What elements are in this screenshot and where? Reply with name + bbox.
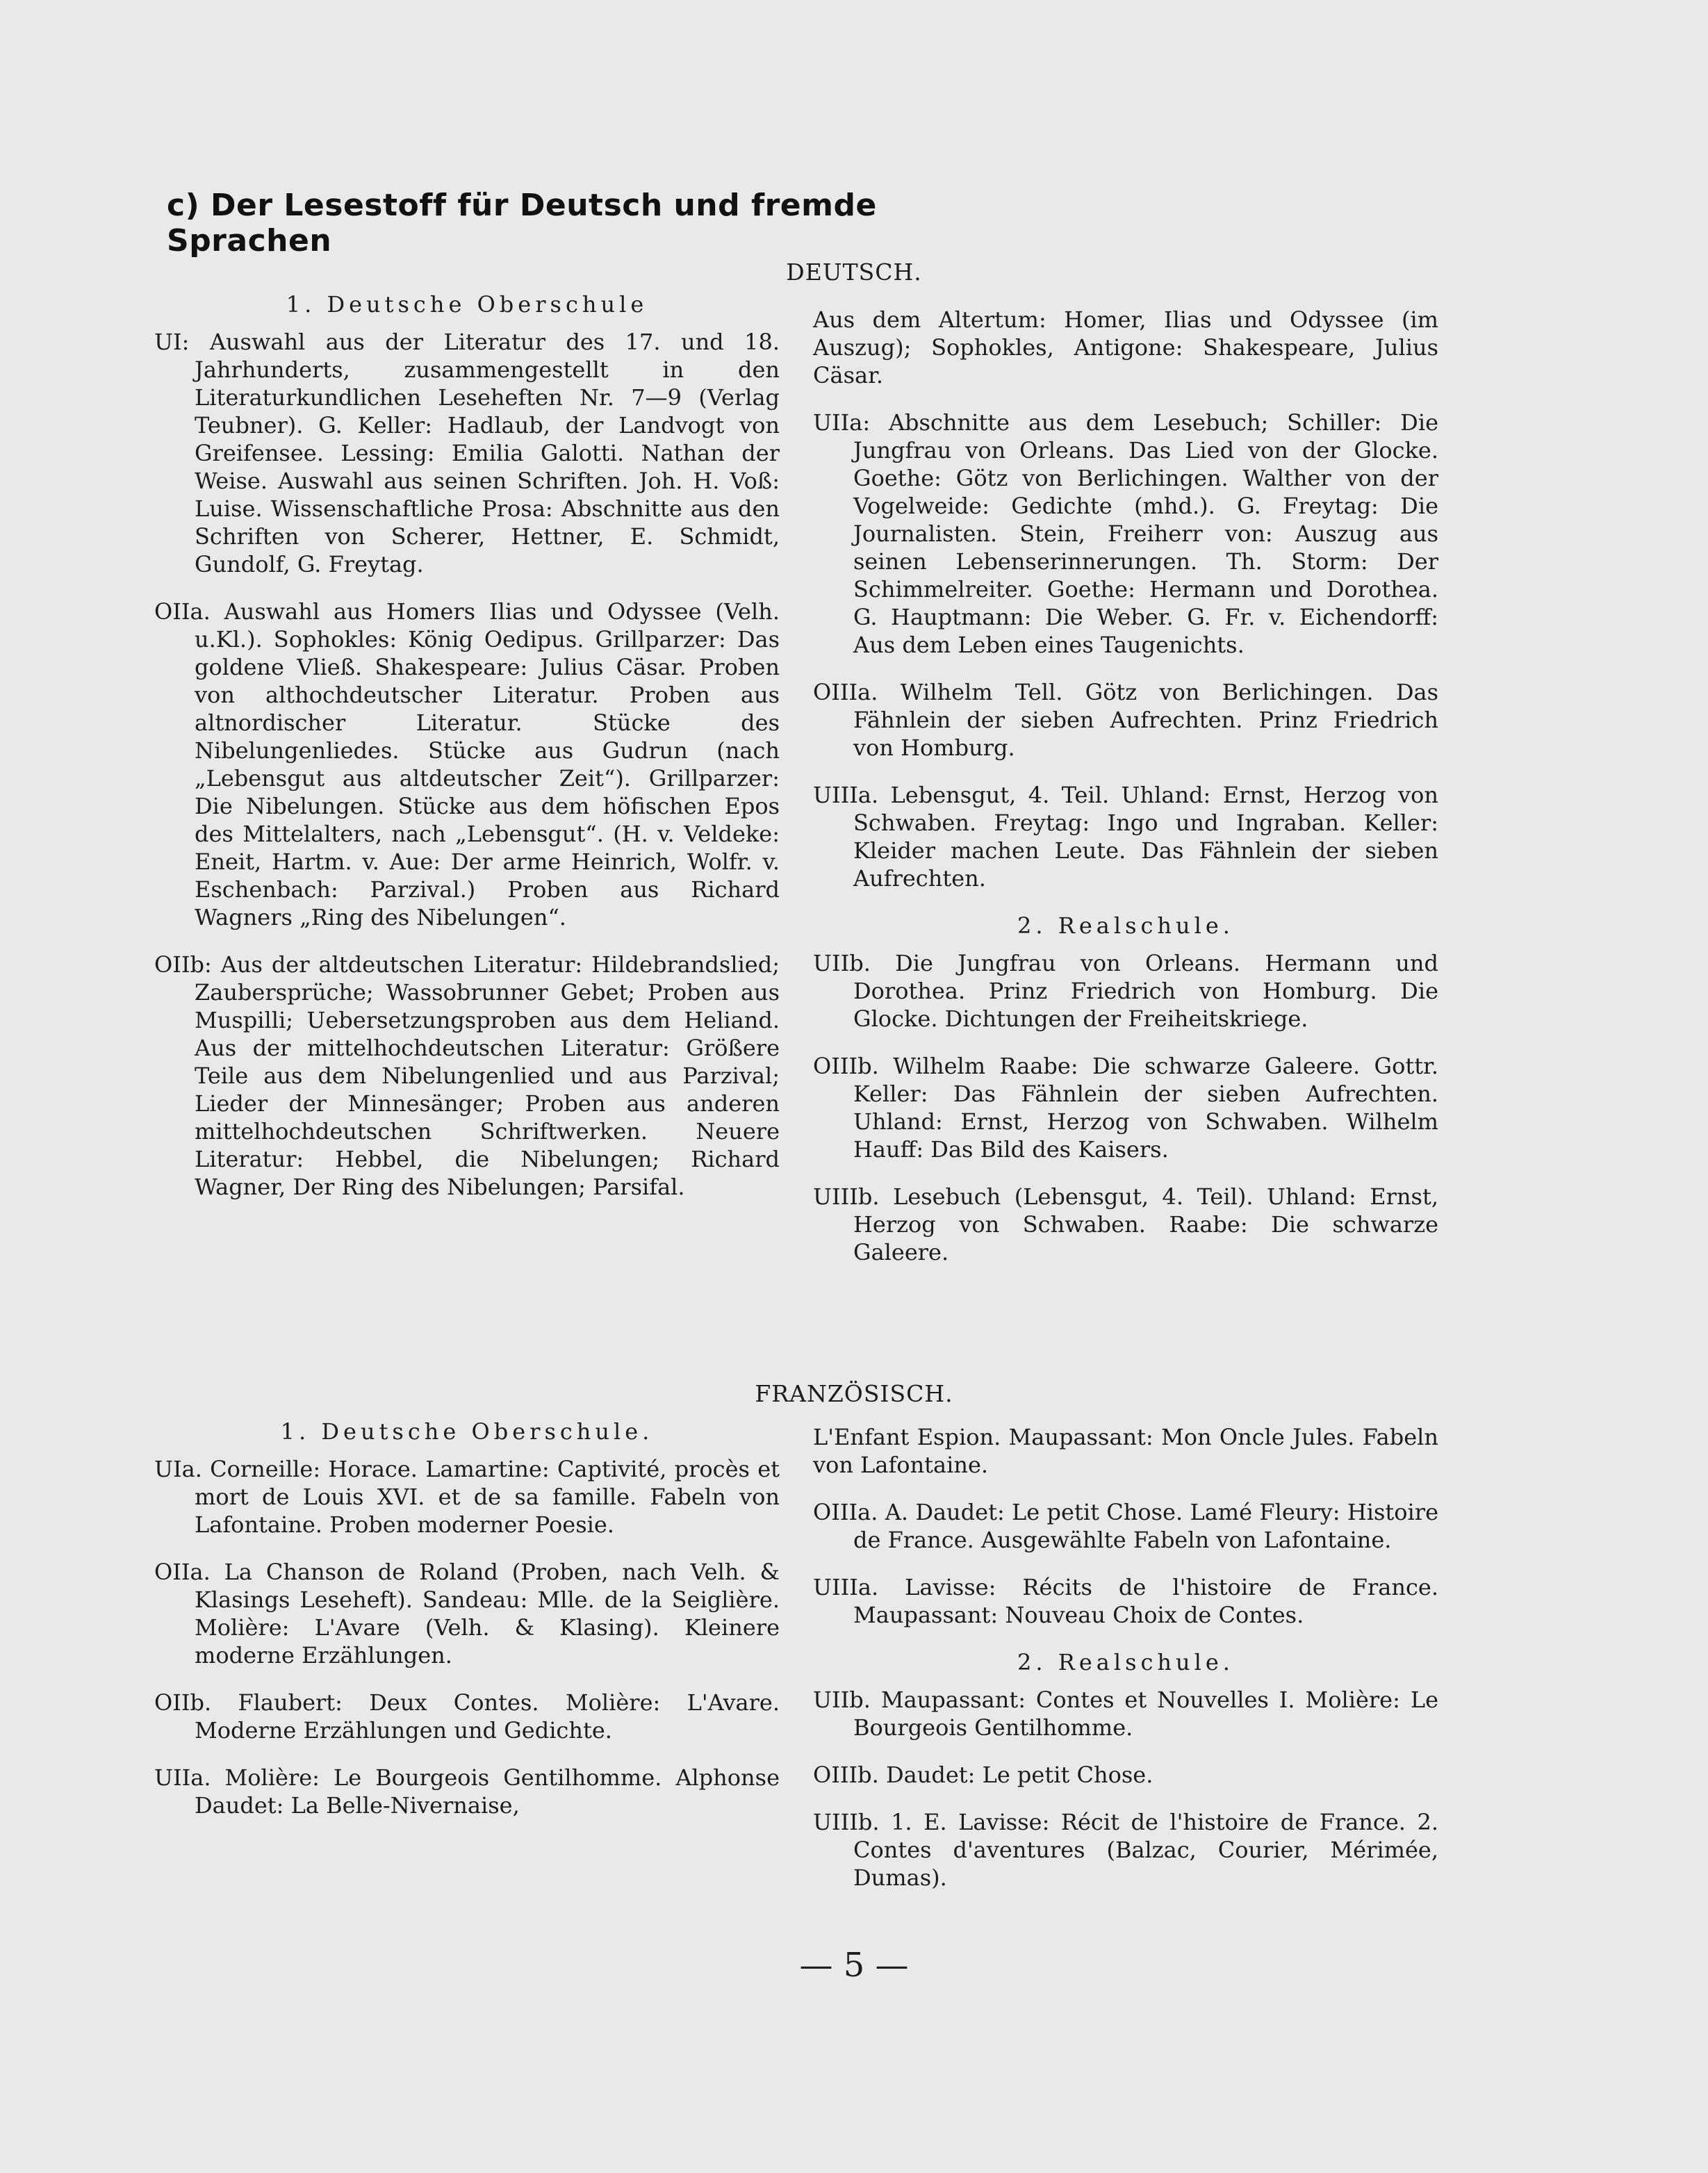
school-subheading: 2. Realschule. xyxy=(1017,912,1234,939)
reading-list-entry: UIIa: Abschnitte aus dem Lesebuch; Schiller: Die Jungfrau von Orleans. Das Lied von der Glocke. Goethe: Götz von Berlichingen. Walther von der Vogelweide: Gedichte (mhd.). G. Freytag: Die Journalisten. Stein, Freiherr von: Auszug aus seinen Lebenserinnerungen. Th. Storm: Der Schimmelreiter. Goethe: Hermann und Dorothea. G. Hauptmann: Die Weber. G. Fr. v. Eichendorff: Aus dem Leben eines Taugenichts. xyxy=(813,409,1438,658)
reading-list-entry: UIa. Corneille: Horace. Lamartine: Captivité, procès et mort de Louis XVI. et de sa famille. Fabeln von Lafontaine. Proben moderner Poesie. xyxy=(154,1456,780,1538)
deutsch-left-column xyxy=(154,290,780,1220)
section-heading-deutsch: DEUTSCH. xyxy=(786,259,922,286)
section-heading-franzoesisch: FRANZÖSISCH. xyxy=(755,1380,953,1407)
reading-list-entry: OIIb. Flaubert: Deux Contes. Molière: L'Avare. Moderne Erzählungen und Gedichte. xyxy=(154,1689,780,1744)
reading-list-entry: OIIb: Aus der altdeutschen Literatur: Hildebrandslied; Zaubersprüche; Wassobrunner Gebet; Proben aus Muspilli; Uebersetzungsproben aus dem Heliand. Aus der mittelhochdeutschen Literatur: Größere Teile aus dem Nibelungenlied und aus Parzival; Lieder der Minnesänger; Proben aus anderen mittelhochdeutschen Schriftwerken. Neuere Literatur: Hebbel, die Nibelungen; Richard Wagner, Der Ring des Nibelungen; Parsifal. xyxy=(154,951,780,1200)
reading-list-entry: UIIIb. Lesebuch (Lebensgut, 4. Teil). Uhland: Ernst, Herzog von Schwaben. Raabe: Die schwarze Galeere. xyxy=(813,1183,1438,1265)
continued-entry: L'Enfant Espion. Maupassant: Mon Oncle Jules. Fabeln von Lafontaine. xyxy=(813,1424,1438,1478)
continued-entry: Aus dem Altertum: Homer, Ilias und Odyssee (im Auszug); Sophokles, Antigone: Shakespeare, Julius Cäsar. xyxy=(813,306,1438,388)
reading-list-entry: UIIIa. Lebensgut, 4. Teil. Uhland: Ernst, Herzog von Schwaben. Freytag: Ingo und Ingraban. Keller: Kleider machen Leute. Das Fähnlein der sieben Aufrechten. xyxy=(813,782,1438,892)
franzoesisch-right-column xyxy=(813,1423,1438,1911)
school-subheading: 2. Realschule. xyxy=(1017,1649,1234,1675)
reading-list-entry: OIIIa. A. Daudet: Le petit Chose. Lamé Fleury: Histoire de France. Ausgewählte Fabeln von Lafontaine. xyxy=(813,1499,1438,1553)
reading-list-entry: UIIb. Maupassant: Contes et Nouvelles I. Molière: Le Bourgeois Gentilhomme. xyxy=(813,1687,1438,1741)
page-number: — 5 — xyxy=(799,1946,909,1985)
page-title: c) Der Lesestoff für Deutsch und fremde Sprachen xyxy=(167,188,877,259)
reading-list-entry: OIIIb. Daudet: Le petit Chose. xyxy=(813,1762,1153,1788)
reading-list-entry: OIIIb. Wilhelm Raabe: Die schwarze Galeere. Gottr. Keller: Das Fähnlein der sieben Aufrechten. Uhland: Ernst, Herzog von Schwaben. Wilhelm Hauff: Das Bild des Kaisers. xyxy=(813,1053,1438,1163)
reading-list-entry: OIIa. La Chanson de Roland (Proben, nach Velh. & Klasings Leseheft). Sandeau: Mlle. de la Seiglière. Molière: L'Avare (Velh. & Klasing). Kleinere moderne Erzählungen. xyxy=(154,1559,780,1668)
reading-list-entry: UIIb. Die Jungfrau von Orleans. Hermann und Dorothea. Prinz Friedrich von Homburg. Die Glocke. Dichtungen der Freiheitskriege. xyxy=(813,950,1438,1032)
reading-list-entry: UI: Auswahl aus der Literatur des 17. und 18. Jahrhunderts, zusammengestellt in den Literaturkundlichen Leseheften Nr. 7—9 (Verlag Teubner). G. Keller: Hadlaub, der Landvogt von Greifensee. Lessing: Emilia Galotti. Nathan der Weise. Auswahl aus seinen Schriften. Joh. H. Voß: Luise. Wissenschaftliche Prosa: Abschnitte aus den Schriften von Scherer, Hettner, E. Schmidt, Gundolf, G. Freytag. xyxy=(154,329,780,577)
school-subheading: 1. Deutsche Oberschule. xyxy=(280,1418,654,1445)
deutsch-right-column xyxy=(813,306,1438,1286)
reading-list-entry: UIIIa. Lavisse: Récits de l'histoire de France. Maupassant: Nouveau Choix de Contes. xyxy=(813,1574,1438,1628)
school-subheading: 1. Deutsche Oberschule xyxy=(286,291,648,318)
reading-list-entry: OIIIa. Wilhelm Tell. Götz von Berlichingen. Das Fähnlein der sieben Aufrechten. Prinz Friedrich von Homburg. xyxy=(813,679,1438,761)
reading-list-entry: UIIa. Molière: Le Bourgeois Gentilhomme. Alphonse Daudet: La Belle-Nivernaise, xyxy=(154,1764,780,1819)
reading-list-entry: UIIIb. 1. E. Lavisse: Récit de l'histoire de France. 2. Contes d'aventures (Balzac, Courier, Mérimée, Dumas). xyxy=(813,1809,1438,1891)
franzoesisch-left-column xyxy=(154,1418,780,1839)
reading-list-entry: OIIa. Auswahl aus Homers Ilias und Odyssee (Velh. u.Kl.). Sophokles: König Oedipus. Grillparzer: Das goldene Vließ. Shakespeare: Julius Cäsar. Proben von althochdeutscher Literatur. Proben aus altnordischer Literatur. Stücke des Nibelungenliedes. Stücke aus Gudrun (nach „Lebensgut aus altdeutscher Zeit“). Grillparzer: Die Nibelungen. Stücke aus dem höfischen Epos des Mittelalters, nach „Lebensgut“. (H. v. Veldeke: Eneit, Hartm. v. Aue: Der arme Heinrich, Wolfr. v. Eschenbach: Parzival.) Proben aus Richard Wagners „Ring des Nibelungen“. xyxy=(154,598,780,930)
